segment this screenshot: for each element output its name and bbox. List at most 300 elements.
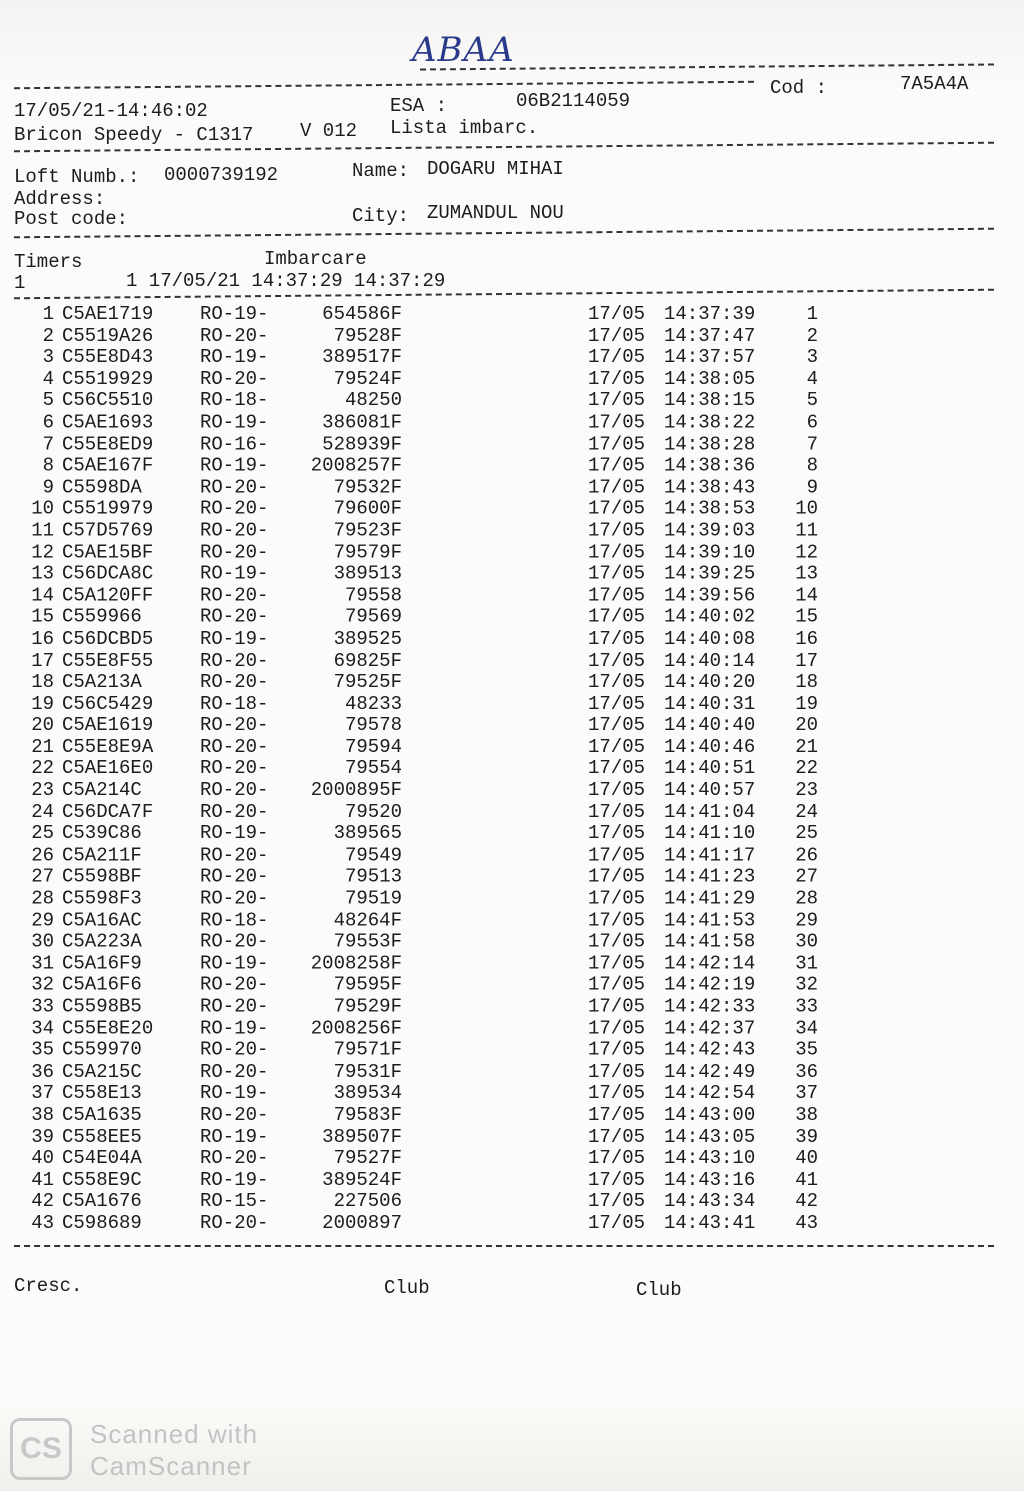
- arrival-time: 14:42:14: [664, 952, 756, 975]
- chip-id: C5A16AC: [62, 909, 142, 932]
- ring-number: 79595F: [333, 973, 402, 996]
- ring-prefix: RO-15-: [200, 1190, 269, 1213]
- entry-number: 42: [31, 1190, 54, 1213]
- arrival-date: 17/05: [588, 822, 646, 845]
- entry-number: 16: [31, 627, 54, 650]
- arrival-time: 14:42:37: [664, 1017, 756, 1040]
- ring-number: 79569: [344, 606, 402, 629]
- table-row: [0, 780, 1024, 802]
- ring-prefix: RO-20-: [200, 995, 269, 1018]
- ring-number: 79554: [344, 757, 402, 780]
- ring-prefix: RO-18-: [200, 692, 269, 715]
- ring-number: 79527F: [333, 1147, 402, 1170]
- rank-number: 26: [795, 844, 818, 867]
- arrival-date: 17/05: [588, 303, 646, 325]
- ring-prefix: RO-19-: [200, 303, 269, 325]
- table-row: [0, 564, 1024, 586]
- ring-number: 69825F: [333, 649, 402, 672]
- chip-id: C559970: [62, 1038, 142, 1061]
- table-row: [0, 737, 1024, 759]
- arrival-time: 14:38:15: [664, 389, 756, 412]
- table-row: [0, 694, 1024, 716]
- entry-number: 26: [31, 844, 54, 867]
- rank-number: 38: [795, 1103, 818, 1126]
- arrival-time: 14:40:51: [664, 757, 756, 780]
- arrival-date: 17/05: [588, 757, 646, 780]
- table-row: [0, 867, 1024, 889]
- separator-line: [14, 1245, 994, 1247]
- ring-prefix: RO-20-: [200, 541, 269, 564]
- rank-number: 1: [806, 303, 818, 325]
- table-row: [0, 1191, 1024, 1213]
- ring-number: 389565: [333, 822, 402, 845]
- table-row: [0, 1170, 1024, 1192]
- arrival-time: 14:38:28: [664, 432, 756, 455]
- arrival-time: 14:41:10: [664, 822, 756, 845]
- ring-number: 389507F: [322, 1125, 402, 1148]
- rank-number: 23: [795, 779, 818, 802]
- ring-number: 528939F: [322, 432, 402, 455]
- ring-number: 79528F: [333, 324, 402, 347]
- chip-id: C54E04A: [62, 1147, 142, 1170]
- arrival-time: 14:40:08: [664, 627, 756, 650]
- entry-number: 3: [42, 346, 54, 369]
- club-label-1: Club: [384, 1277, 430, 1299]
- ring-number: 2008257F: [310, 454, 402, 477]
- ring-prefix: RO-20-: [200, 519, 269, 542]
- ring-number: 2008258F: [310, 952, 402, 975]
- chip-id: C5AE1693: [62, 411, 154, 434]
- entry-number: 5: [42, 389, 54, 412]
- rank-number: 40: [795, 1147, 818, 1170]
- table-row: [0, 1062, 1024, 1084]
- arrival-date: 17/05: [588, 692, 646, 715]
- ring-prefix: RO-19-: [200, 346, 269, 369]
- ring-prefix: RO-20-: [200, 714, 269, 737]
- entry-number: 28: [31, 887, 54, 910]
- ring-number: 79579F: [333, 541, 402, 564]
- arrival-time: 14:40:02: [664, 606, 756, 629]
- table-row: [0, 542, 1024, 564]
- chip-id: C56C5510: [62, 389, 154, 412]
- entry-number: 39: [31, 1125, 54, 1148]
- chip-id: C56DCA8C: [62, 562, 154, 585]
- arrival-date: 17/05: [588, 1168, 646, 1191]
- ring-prefix: RO-18-: [200, 909, 269, 932]
- club-label-2: Club: [636, 1279, 682, 1301]
- rank-number: 31: [795, 952, 818, 975]
- chip-id: C57D5769: [62, 519, 154, 542]
- ring-prefix: RO-20-: [200, 779, 269, 802]
- arrival-date: 17/05: [588, 519, 646, 542]
- rank-number: 33: [795, 995, 818, 1018]
- ring-prefix: RO-20-: [200, 497, 269, 520]
- chip-id: C5AE167F: [62, 454, 154, 477]
- postcode-label: Post code:: [14, 208, 129, 230]
- entry-number: 10: [31, 497, 54, 520]
- ring-number: 389513: [333, 562, 402, 585]
- entry-number: 33: [31, 995, 54, 1018]
- ring-number: 79529F: [333, 995, 402, 1018]
- entry-number: 6: [42, 411, 54, 434]
- arrival-date: 17/05: [588, 584, 646, 607]
- timer-row: 1 17/05/21 14:37:29 14:37:29: [126, 270, 446, 292]
- ring-prefix: RO-19-: [200, 952, 269, 975]
- chip-id: C56DCA7F: [62, 800, 154, 823]
- arrival-time: 14:41:53: [664, 909, 756, 932]
- arrival-time: 14:38:22: [664, 411, 756, 434]
- watermark-line-2: CamScanner: [90, 1451, 252, 1481]
- arrival-time: 14:40:31: [664, 692, 756, 715]
- chip-id: C5519979: [62, 497, 154, 520]
- arrival-date: 17/05: [588, 1038, 646, 1061]
- ring-prefix: RO-19-: [200, 454, 269, 477]
- ring-number: 79519: [344, 887, 402, 910]
- arrival-time: 14:43:00: [664, 1103, 756, 1126]
- ring-prefix: RO-20-: [200, 1060, 269, 1083]
- rank-number: 9: [806, 476, 818, 499]
- entry-number: 30: [31, 930, 54, 953]
- loft-number: 0000739192: [164, 164, 279, 186]
- chip-id: C558EE5: [62, 1125, 142, 1148]
- entry-number: 31: [31, 952, 54, 975]
- ring-number: 2000895F: [310, 779, 402, 802]
- table-row: [0, 1148, 1024, 1170]
- handwritten-note: ABAA: [412, 30, 515, 70]
- arrival-date: 17/05: [588, 887, 646, 910]
- rank-number: 25: [795, 822, 818, 845]
- table-row: [0, 369, 1024, 391]
- ring-number: 79578: [344, 714, 402, 737]
- ring-number: 79553F: [333, 930, 402, 953]
- arrival-time: 14:39:03: [664, 519, 756, 542]
- ring-prefix: RO-19-: [200, 562, 269, 585]
- city-value: ZUMANDUL NOU: [427, 202, 564, 224]
- table-row: [0, 888, 1024, 910]
- chip-id: C55E8ED9: [62, 432, 154, 455]
- arrival-time: 14:38:53: [664, 497, 756, 520]
- table-row: [0, 304, 1024, 326]
- entry-number: 15: [31, 606, 54, 629]
- entry-number: 32: [31, 973, 54, 996]
- chip-id: C55E8F55: [62, 649, 154, 672]
- arrival-date: 17/05: [588, 432, 646, 455]
- arrival-time: 14:39:25: [664, 562, 756, 585]
- table-row: [0, 759, 1024, 781]
- table-row: [0, 1213, 1024, 1235]
- ring-prefix: RO-18-: [200, 389, 269, 412]
- entry-number: 17: [31, 649, 54, 672]
- ring-number: 48264F: [333, 909, 402, 932]
- ring-prefix: RO-20-: [200, 324, 269, 347]
- arrival-time: 14:42:43: [664, 1038, 756, 1061]
- arrival-time: 14:37:47: [664, 324, 756, 347]
- chip-id: C5A211F: [62, 844, 142, 867]
- entry-number: 37: [31, 1082, 54, 1105]
- arrival-time: 14:41:23: [664, 865, 756, 888]
- chip-id: C559966: [62, 606, 142, 629]
- ring-number: 79523F: [333, 519, 402, 542]
- chip-id: C5598B5: [62, 995, 142, 1018]
- camscanner-logo: CS: [10, 1418, 72, 1480]
- arrival-date: 17/05: [588, 865, 646, 888]
- table-row: [0, 499, 1024, 521]
- chip-id: C5A1635: [62, 1103, 142, 1126]
- table-row: [0, 932, 1024, 954]
- rank-number: 39: [795, 1125, 818, 1148]
- rank-number: 42: [795, 1190, 818, 1213]
- ring-prefix: RO-19-: [200, 1082, 269, 1105]
- chip-id: C55E8E20: [62, 1017, 154, 1040]
- ring-number: 227506: [333, 1190, 402, 1213]
- ring-prefix: RO-20-: [200, 735, 269, 758]
- arrival-date: 17/05: [588, 1060, 646, 1083]
- entry-number: 20: [31, 714, 54, 737]
- arrival-time: 14:43:05: [664, 1125, 756, 1148]
- table-row: [0, 520, 1024, 542]
- arrival-date: 17/05: [588, 1017, 646, 1040]
- rank-number: 22: [795, 757, 818, 780]
- rank-number: 24: [795, 800, 818, 823]
- ring-number: 48233: [344, 692, 402, 715]
- arrival-date: 17/05: [588, 411, 646, 434]
- chip-id: C5AE16E0: [62, 757, 154, 780]
- ring-prefix: RO-19-: [200, 627, 269, 650]
- table-row: [0, 585, 1024, 607]
- entry-number: 21: [31, 735, 54, 758]
- table-row: [0, 629, 1024, 651]
- arrival-date: 17/05: [588, 1103, 646, 1126]
- entry-number: 18: [31, 670, 54, 693]
- entry-number: 36: [31, 1060, 54, 1083]
- rank-number: 16: [795, 627, 818, 650]
- arrival-date: 17/05: [588, 670, 646, 693]
- entry-number: 19: [31, 692, 54, 715]
- rank-number: 6: [806, 411, 818, 434]
- chip-id: C55E8E9A: [62, 735, 154, 758]
- entry-number: 9: [42, 476, 54, 499]
- rank-number: 32: [795, 973, 818, 996]
- timers-label: Timers: [14, 251, 83, 273]
- ring-number: 79520: [344, 800, 402, 823]
- ring-prefix: RO-19-: [200, 1017, 269, 1040]
- camscanner-watermark: [90, 1418, 258, 1482]
- table-row: [0, 456, 1024, 478]
- entry-number: 35: [31, 1038, 54, 1061]
- timers-column-label: Imbarcare: [264, 248, 367, 270]
- ring-number: 2000897: [322, 1212, 402, 1235]
- arrival-date: 17/05: [588, 606, 646, 629]
- ring-number: 79571F: [333, 1038, 402, 1061]
- rank-number: 34: [795, 1017, 818, 1040]
- chip-id: C5AE15BF: [62, 541, 154, 564]
- chip-id: C5598F3: [62, 887, 142, 910]
- arrival-time: 14:40:40: [664, 714, 756, 737]
- ring-number: 389517F: [322, 346, 402, 369]
- ring-prefix: RO-20-: [200, 670, 269, 693]
- cod-value: 7A5A4A: [900, 73, 969, 95]
- arrival-date: 17/05: [588, 1147, 646, 1170]
- ring-prefix: RO-19-: [200, 1125, 269, 1148]
- arrival-time: 14:39:10: [664, 541, 756, 564]
- table-row: [0, 845, 1024, 867]
- table-row: [0, 347, 1024, 369]
- ring-prefix: RO-20-: [200, 930, 269, 953]
- entry-number: 4: [42, 367, 54, 390]
- rank-number: 18: [795, 670, 818, 693]
- entry-number: 43: [31, 1212, 54, 1235]
- ring-number: 2008256F: [310, 1017, 402, 1040]
- chip-id: C5A214C: [62, 779, 142, 802]
- entry-number: 2: [42, 324, 54, 347]
- rank-number: 11: [795, 519, 818, 542]
- table-row: [0, 650, 1024, 672]
- table-row: [0, 715, 1024, 737]
- chip-id: C5A16F6: [62, 973, 142, 996]
- rank-number: 28: [795, 887, 818, 910]
- ring-prefix: RO-20-: [200, 649, 269, 672]
- arrival-date: 17/05: [588, 1212, 646, 1235]
- ring-prefix: RO-20-: [200, 1103, 269, 1126]
- table-row: [0, 1040, 1024, 1062]
- version: V 012: [300, 120, 358, 142]
- list-title: Lista imbarc.: [390, 117, 539, 139]
- ring-prefix: RO-16-: [200, 432, 269, 455]
- ring-number: 654586F: [322, 303, 402, 325]
- rank-number: 30: [795, 930, 818, 953]
- table-row: [0, 1105, 1024, 1127]
- ring-number: 389534: [333, 1082, 402, 1105]
- chip-id: C5598BF: [62, 865, 142, 888]
- chip-id: C558E13: [62, 1082, 142, 1105]
- table-row: [0, 326, 1024, 348]
- entry-number: 38: [31, 1103, 54, 1126]
- rank-number: 17: [795, 649, 818, 672]
- arrival-time: 14:41:29: [664, 887, 756, 910]
- arrival-time: 14:38:43: [664, 476, 756, 499]
- entry-number: 12: [31, 541, 54, 564]
- arrival-date: 17/05: [588, 649, 646, 672]
- arrival-date: 17/05: [588, 800, 646, 823]
- entry-number: 7: [42, 432, 54, 455]
- arrival-date: 17/05: [588, 346, 646, 369]
- arrival-time: 14:40:46: [664, 735, 756, 758]
- ring-number: 79583F: [333, 1103, 402, 1126]
- table-row: [0, 434, 1024, 456]
- table-row: [0, 823, 1024, 845]
- chip-id: C5A213A: [62, 670, 142, 693]
- ring-prefix: RO-20-: [200, 584, 269, 607]
- arrival-date: 17/05: [588, 995, 646, 1018]
- arrival-date: 17/05: [588, 1125, 646, 1148]
- cod-label: Cod :: [770, 77, 828, 99]
- arrival-time: 14:38:36: [664, 454, 756, 477]
- entry-number: 34: [31, 1017, 54, 1040]
- ring-number: 389525: [333, 627, 402, 650]
- arrival-date: 17/05: [588, 1190, 646, 1213]
- timer-index: 1: [14, 272, 26, 294]
- entry-number: 41: [31, 1168, 54, 1191]
- rank-number: 36: [795, 1060, 818, 1083]
- ring-prefix: RO-20-: [200, 973, 269, 996]
- rank-number: 12: [795, 541, 818, 564]
- arrival-time: 14:40:57: [664, 779, 756, 802]
- rank-number: 43: [795, 1212, 818, 1235]
- arrival-date: 17/05: [588, 454, 646, 477]
- system-name: Bricon Speedy - C1317: [14, 124, 254, 146]
- arrival-time: 14:40:14: [664, 649, 756, 672]
- esa-value: 06B2114059: [516, 90, 631, 112]
- address-label: Address:: [14, 188, 106, 210]
- table-row: [0, 953, 1024, 975]
- chip-id: C5A120FF: [62, 584, 154, 607]
- arrival-time: 14:42:54: [664, 1082, 756, 1105]
- ring-number: 79549: [344, 844, 402, 867]
- arrival-date: 17/05: [588, 389, 646, 412]
- ring-prefix: RO-19-: [200, 1168, 269, 1191]
- arrival-time: 14:37:57: [664, 346, 756, 369]
- rank-number: 29: [795, 909, 818, 932]
- arrival-time: 14:43:41: [664, 1212, 756, 1235]
- chip-id: C5AE1619: [62, 714, 154, 737]
- chip-id: C5598DA: [62, 476, 142, 499]
- name-label: Name:: [352, 160, 410, 182]
- rank-number: 21: [795, 735, 818, 758]
- arrival-date: 17/05: [588, 735, 646, 758]
- table-row: [0, 477, 1024, 499]
- entry-number: 29: [31, 909, 54, 932]
- chip-id: C56DCBD5: [62, 627, 154, 650]
- rank-number: 35: [795, 1038, 818, 1061]
- ring-prefix: RO-20-: [200, 606, 269, 629]
- rank-number: 10: [795, 497, 818, 520]
- table-row: [0, 672, 1024, 694]
- ring-prefix: RO-19-: [200, 411, 269, 434]
- chip-id: C5519A26: [62, 324, 154, 347]
- ring-prefix: RO-20-: [200, 367, 269, 390]
- arrival-date: 17/05: [588, 973, 646, 996]
- chip-id: C5A16F9: [62, 952, 142, 975]
- arrival-time: 14:41:17: [664, 844, 756, 867]
- chip-id: C539C86: [62, 822, 142, 845]
- rank-number: 7: [806, 432, 818, 455]
- ring-number: 79525F: [333, 670, 402, 693]
- ring-number: 79524F: [333, 367, 402, 390]
- arrival-time: 14:42:33: [664, 995, 756, 1018]
- ring-number: 389524F: [322, 1168, 402, 1191]
- chip-id: C5A1676: [62, 1190, 142, 1213]
- rank-number: 37: [795, 1082, 818, 1105]
- chip-id: C5A223A: [62, 930, 142, 953]
- rank-number: 8: [806, 454, 818, 477]
- ring-prefix: RO-20-: [200, 1147, 269, 1170]
- entry-number: 13: [31, 562, 54, 585]
- entry-number: 22: [31, 757, 54, 780]
- arrival-date: 17/05: [588, 324, 646, 347]
- ring-number: 386081F: [322, 411, 402, 434]
- report-datetime: 17/05/21-14:46:02: [14, 100, 208, 122]
- arrival-time: 14:37:39: [664, 303, 756, 325]
- rank-number: 3: [806, 346, 818, 369]
- arrival-date: 17/05: [588, 909, 646, 932]
- entry-number: 25: [31, 822, 54, 845]
- ring-prefix: RO-19-: [200, 822, 269, 845]
- rank-number: 14: [795, 584, 818, 607]
- arrival-time: 14:38:05: [664, 367, 756, 390]
- ring-number: 79531F: [333, 1060, 402, 1083]
- arrival-date: 17/05: [588, 367, 646, 390]
- table-row: [0, 975, 1024, 997]
